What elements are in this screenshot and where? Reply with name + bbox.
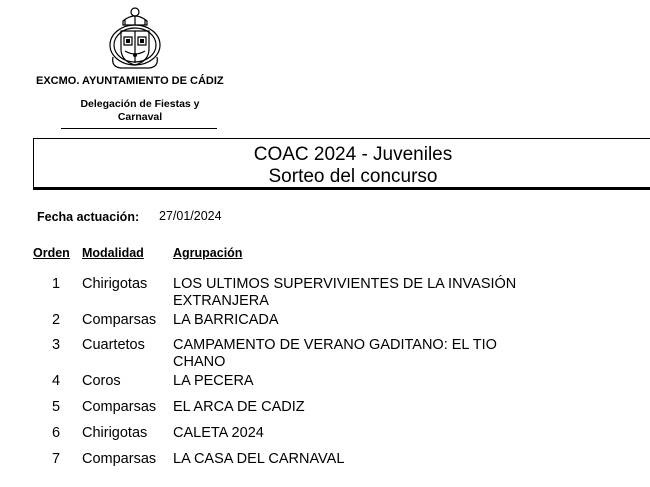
column-header-group: Agrupación — [173, 246, 243, 260]
modality: Comparsas — [82, 312, 157, 328]
column-header-order: Orden — [33, 246, 70, 260]
group-name: LA PECERA — [173, 373, 254, 389]
order-number: 2 — [51, 312, 61, 328]
modality: Comparsas — [82, 399, 157, 415]
group-name: EL ARCA DE CADIZ — [173, 399, 305, 415]
department-name: Delegación de Fiestas y Carnaval — [80, 98, 200, 123]
performance-date-value: 27/01/2024 — [159, 209, 222, 223]
order-number: 1 — [51, 276, 61, 292]
modality: Coros — [82, 373, 121, 389]
group-name: CALETA 2024 — [173, 425, 264, 441]
group-name: CAMPAMENTO DE VERANO GADITANO: EL TIO CHANO — [173, 337, 497, 370]
order-number: 6 — [51, 425, 61, 441]
organization-name: EXCMO. AYUNTAMIENTO DE CÁDIZ — [36, 75, 224, 87]
performance-date-label: Fecha actuación: — [37, 210, 140, 224]
modality: Chirigotas — [82, 425, 148, 441]
order-number: 4 — [51, 373, 61, 389]
department-divider — [61, 128, 217, 129]
group-name: LOS ULTIMOS SUPERVIVIENTES DE LA INVASIÓN EXTRANJERA — [173, 276, 517, 309]
order-number: 3 — [51, 337, 61, 353]
group-name: LA CASA DEL CARNAVAL — [173, 451, 345, 467]
document-subtitle: Sorteo del concurso — [268, 166, 438, 187]
document-title: COAC 2024 - Juveniles — [253, 144, 453, 165]
modality: Comparsas — [82, 451, 157, 467]
coat-of-arms-icon — [107, 5, 163, 71]
order-number: 5 — [51, 399, 61, 415]
column-header-modality: Modalidad — [82, 246, 144, 260]
group-name: LA BARRICADA — [173, 312, 279, 328]
modality: Chirigotas — [82, 276, 148, 292]
modality: Cuartetos — [82, 337, 145, 353]
order-number: 7 — [51, 451, 61, 467]
